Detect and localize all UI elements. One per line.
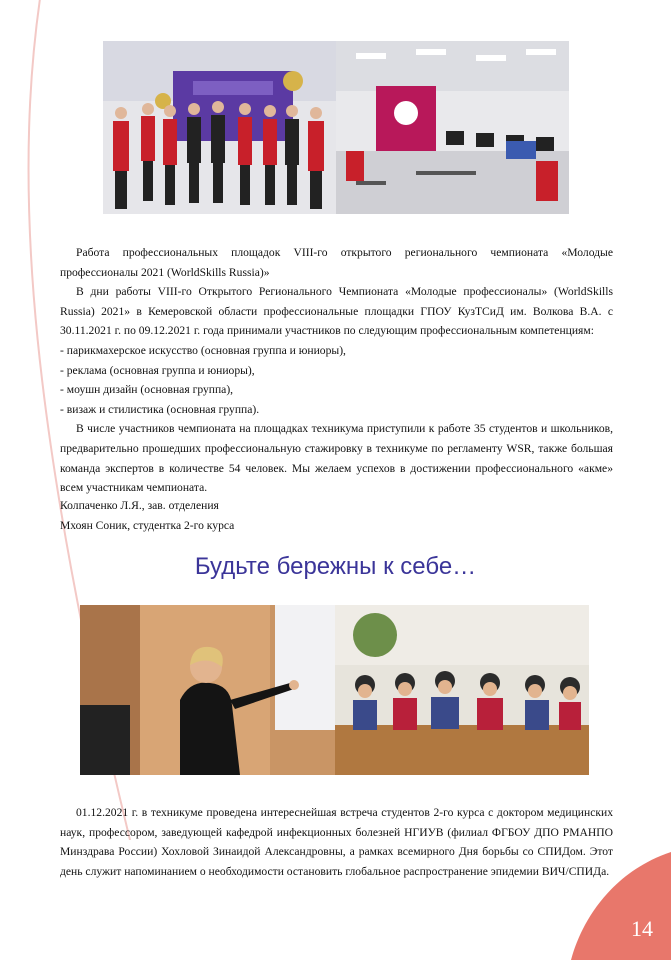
article-text-aids-day bbox=[60, 803, 613, 881]
computer-lab-photo bbox=[336, 41, 569, 214]
paragraph-championship-dates: В дни работы VIII-го Открытого Регионального Чемпионата «Молодые профессионалы» (WorldSkills Russia) 2021» в Кемеровской области профессиональные площадки ГПОУ КузТСиД им. Волкова В.А. с 30.11.2021 г. по 09.12.2021 г. года принимали участников по следующим профессиональным компетенциям: bbox=[60, 285, 613, 338]
signature-line-1: Колпаченко Л.Я., зав. отделения bbox=[60, 499, 219, 512]
section-heading: Будьте бережны к себе… bbox=[194, 553, 477, 580]
competency-item: - визаж и стилистика (основная группа). bbox=[60, 402, 260, 416]
signature bbox=[60, 496, 234, 535]
championship-team-photo bbox=[103, 41, 336, 214]
page-number: 14 bbox=[631, 916, 653, 941]
students-audience-photo bbox=[335, 605, 589, 775]
photo-caption: Работа профессиональных площадок VIII-го открытого регионального чемпионата «Молодые профессионалы 2021 (WorldSkills Russia)» bbox=[60, 246, 613, 279]
paragraph-meeting: 01.12.2021 г. в техникуме проведена интереснейшая встреча студентов 2-го курса с доктором медицинских наук, профессором, заведующей кафедрой инфекционных болезней НГИУВ (филиал ФГБОУ ДПО РМАНПО Минздрава России) Хохловой Зинаидой Александровны, а рамках всемирного Дня борьбы со СПИДом. Этот день служит напоминанием о необходимости остановить глобальное распространение эпидемии ВИЧ/СПИДа. bbox=[60, 806, 613, 878]
competency-item: - моушн дизайн (основная группа), bbox=[60, 383, 234, 397]
signature-line-2: Мхоян Соник, студентка 2-го курса bbox=[60, 518, 235, 532]
competency-item: - парикмахерское искусство (основная группа и юниоры), bbox=[60, 343, 346, 357]
article-text-championship bbox=[60, 243, 613, 498]
competency-item: - реклама (основная группа и юниоры), bbox=[60, 363, 255, 377]
lecturer-photo bbox=[80, 605, 335, 775]
corner-decoration bbox=[571, 852, 671, 960]
paragraph-participants: В числе участников чемпионата на площадках техникума приступили к работе 35 студентов и школьников, предварительно прошедших профессиональную стажировку в техникуме по регламенту WSR, также большая команда экспертов в количестве 54 человек. Мы желаем успехов в достижении профессионального «акме» всем участникам чемпионата. bbox=[60, 422, 613, 495]
